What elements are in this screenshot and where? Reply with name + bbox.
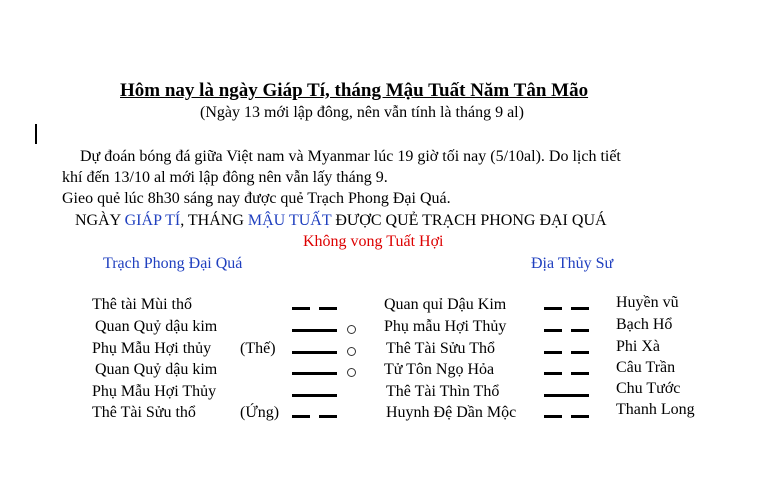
right-yao-line-broken-2 bbox=[571, 372, 589, 375]
hexagram-left-name: Trạch Phong Đại Quá bbox=[103, 255, 243, 272]
right-yao-line-solid bbox=[544, 394, 589, 397]
right-yao-label: Thê Tài Thìn Thổ bbox=[386, 383, 500, 400]
right-yao-label: Quan quỉ Dậu Kim bbox=[384, 296, 507, 313]
right-yao-line-broken-2 bbox=[571, 351, 589, 354]
day-month-line bbox=[75, 212, 607, 230]
left-yao-label: Quan Quỷ dậu kim bbox=[95, 318, 218, 335]
left-yao-line-broken-2 bbox=[319, 307, 337, 310]
right-yao-line-broken-1 bbox=[544, 351, 562, 354]
spirit-label: Phi Xà bbox=[616, 338, 660, 355]
left-yao-line-solid bbox=[292, 351, 337, 354]
right-yao-line-broken-1 bbox=[544, 307, 562, 310]
moving-line-circle bbox=[347, 347, 356, 356]
day-name: GIÁP TÍ bbox=[124, 212, 181, 229]
left-yao-label: Phụ Mẫu Hợi thủy bbox=[92, 340, 212, 357]
left-yao-label: Thê Tài Sửu thổ bbox=[92, 404, 196, 421]
hexagram-right-name: Địa Thủy Sư bbox=[531, 255, 614, 272]
page-subtitle: (Ngày 13 mới lập đông, nên vẫn tính là tháng 9 al) bbox=[200, 104, 524, 121]
month-label: , THÁNG bbox=[180, 212, 248, 229]
left-yao-line-broken-1 bbox=[292, 307, 310, 310]
right-yao-line-broken-1 bbox=[544, 415, 562, 418]
spirit-label: Câu Trần bbox=[616, 359, 676, 376]
left-yao-line-solid bbox=[292, 329, 337, 332]
paragraph-line-1: Dự đoán bóng đá giữa Việt nam và Myanmar lúc 19 giờ tối nay (5/10al). Do lịch tiết bbox=[80, 148, 621, 165]
right-yao-line-broken-1 bbox=[544, 372, 562, 375]
right-yao-label: Huynh Đệ Dần Mộc bbox=[386, 404, 517, 421]
moving-line-circle bbox=[347, 368, 356, 377]
month-name: MẬU TUẤT bbox=[247, 212, 332, 229]
spirit-label: Huyền vũ bbox=[616, 294, 679, 311]
right-yao-line-broken-2 bbox=[571, 329, 589, 332]
position-tag: (Ứng) bbox=[240, 404, 280, 421]
right-yao-label: Thê Tài Sửu Thổ bbox=[386, 340, 495, 357]
right-yao-label: Tử Tôn Ngọ Hỏa bbox=[384, 361, 495, 378]
left-yao-label: Phụ Mẫu Hợi Thủy bbox=[92, 383, 217, 400]
spirit-label: Bạch Hổ bbox=[616, 316, 673, 333]
spirit-label: Thanh Long bbox=[616, 401, 695, 418]
moving-line-circle bbox=[347, 325, 356, 334]
left-yao-line-broken-1 bbox=[292, 415, 310, 418]
day-label: NGÀY bbox=[75, 212, 125, 229]
left-yao-line-solid bbox=[292, 372, 337, 375]
left-yao-label: Quan Quỷ dậu kim bbox=[95, 361, 218, 378]
page-title: Hôm nay là ngày Giáp Tí, tháng Mậu Tuất Năm Tân Mão bbox=[120, 80, 589, 101]
right-yao-label: Phụ mẫu Hợi Thủy bbox=[384, 318, 507, 335]
right-yao-line-broken-2 bbox=[571, 415, 589, 418]
spirit-label: Chu Tước bbox=[616, 380, 681, 397]
position-tag: (Thế) bbox=[240, 340, 276, 357]
left-yao-line-broken-2 bbox=[319, 415, 337, 418]
left-yao-line-solid bbox=[292, 394, 337, 397]
hexagram-label: ĐƯỢC QUẺ TRẠCH PHONG ĐẠI QUÁ bbox=[331, 212, 607, 229]
void-note: Không vong Tuất Hợi bbox=[303, 233, 444, 250]
paragraph-line-3: Gieo quẻ lúc 8h30 sáng nay được quẻ Trạch Phong Đại Quá. bbox=[62, 190, 451, 207]
left-yao-label: Thê tài Mùi thổ bbox=[92, 296, 192, 313]
right-yao-line-broken-1 bbox=[544, 329, 562, 332]
text-cursor bbox=[35, 124, 37, 144]
right-yao-line-broken-2 bbox=[571, 307, 589, 310]
paragraph-line-2: khí đến 13/10 al mới lập đông nên vẫn lấy tháng 9. bbox=[62, 169, 388, 186]
